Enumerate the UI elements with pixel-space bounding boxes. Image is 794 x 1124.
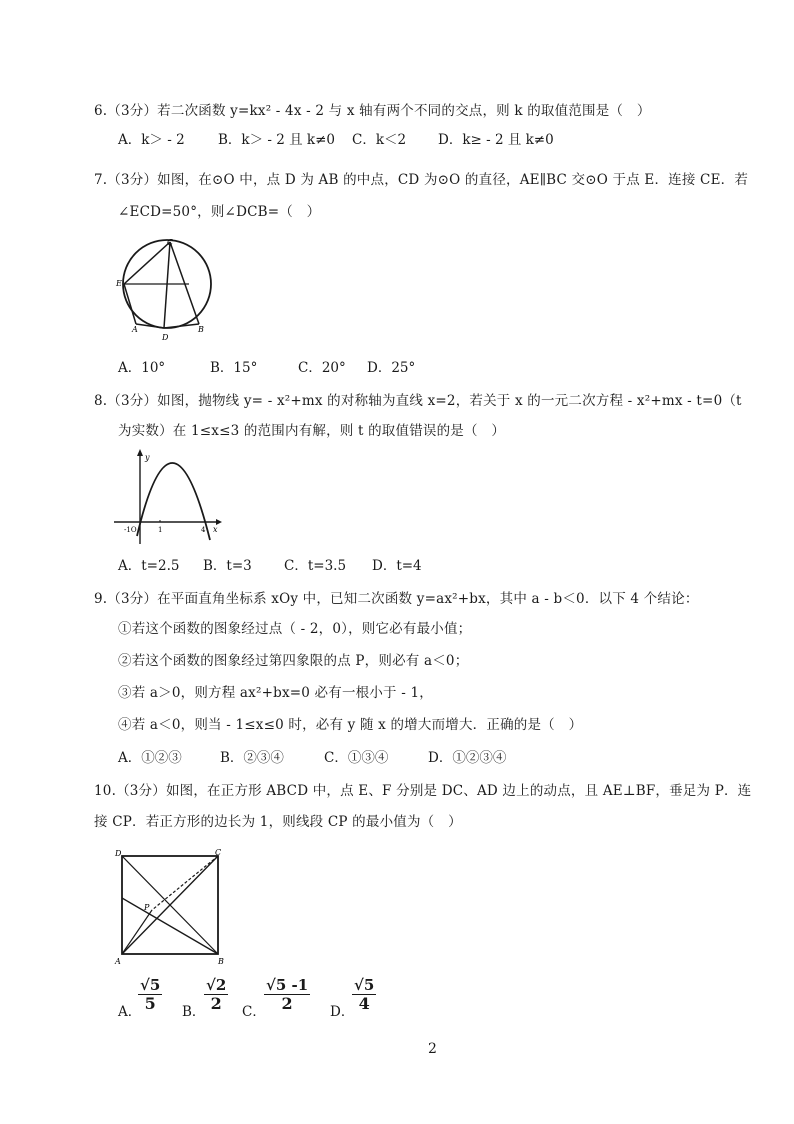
q7-chord-ec [124, 242, 170, 284]
q8-parabola-figure [112, 448, 224, 548]
q7-label-e: E [116, 279, 122, 288]
q10-option-b-fraction [204, 976, 228, 1013]
q9-option-d: D．①②③④ [428, 750, 507, 766]
q6-option-a: A．k＞ - 2 [118, 132, 185, 148]
q9-item-1: ①若这个函数的图象经过点（ - 2，0），则它必有最小值； [118, 621, 472, 637]
q10-option-b-numerator: √2 [206, 976, 227, 994]
q6-option-b: B．k＞ - 2 且 k≠0 [218, 132, 335, 148]
q8-stem-line1: 8.（3分）如图，抛物线 y= - x²+mx 的对称轴为直线 x=2，若关于 x 的一元二次方程 - x²+mx - t=0（t [94, 393, 742, 409]
q10-stem-line2: 接 CP．若正方形的边长为 1，则线段 CP 的最小值为（ ） [94, 814, 462, 830]
q10-option-c-letter: C． [242, 1004, 266, 1020]
page-number: 2 [428, 1041, 437, 1057]
q8-label-y: y [145, 453, 150, 462]
q7-label-b: B [198, 325, 204, 334]
q7-chord-ae [124, 284, 136, 324]
q8-stem-line2: 为实数）在 1≤x≤3 的范围内有解，则 t 的取值错误的是（ ） [118, 423, 506, 439]
q10-option-a-denominator: 5 [144, 994, 156, 1013]
q10-option-c-numerator: √5 -1 [266, 976, 309, 994]
q6-option-c: C．k＜2 [352, 132, 407, 148]
q8-parabola [137, 463, 210, 540]
q9-item-3: ③若 a＞0，则方程 ax²+bx=0 必有一根小于 - 1， [118, 685, 433, 701]
q8-y-arrow [137, 449, 143, 456]
q10-option-d-numerator: √5 [354, 976, 375, 994]
q7-label-a: A [132, 325, 138, 334]
q10-segment-bf [122, 898, 218, 954]
q9-option-b: B．②③④ [220, 750, 284, 766]
q8-option-c: C．t=3.5 [284, 558, 347, 574]
q10-option-a-letter: A． [118, 1004, 142, 1020]
q7-option-b: B．15° [210, 360, 258, 376]
q7-option-a: A．10° [118, 360, 166, 376]
q10-option-b-letter: B． [182, 1004, 206, 1020]
q8-label-neg1-origin: -1O [124, 526, 137, 534]
q10-square-figure [112, 846, 232, 970]
q10-stem-line1: 10.（3分）如图，在正方形 ABCD 中，点 E、F 分别是 DC、AD 边上的动点，且 AE⊥BF，垂足为 P．连 [94, 783, 752, 799]
q10-label-d: D [115, 849, 122, 858]
q10-option-c-denominator: 2 [281, 994, 293, 1013]
q8-label-x: x [213, 525, 218, 534]
q9-item-4: ④若 a＜0，则当 - 1≤x≤0 时，必有 y 随 x 的增大而增大．正确的是（ ） [118, 717, 583, 733]
q10-option-d-fraction [352, 976, 376, 1013]
q10-segment-ap [122, 910, 152, 954]
q10-label-a: A [115, 957, 121, 966]
q7-stem-line1: 7.（3分）如图，在⊙O 中，点 D 为 AB 的中点，CD 为⊙O 的直径，AE∥BC 交⊙O 于点 E．连接 CE．若 [94, 172, 749, 188]
q7-circle-figure [112, 236, 222, 346]
q6-option-d: D．k≥ - 2 且 k≠0 [438, 132, 554, 148]
q7-option-d: D．25° [367, 360, 416, 376]
q10-option-d-denominator: 4 [358, 994, 370, 1013]
q7-diameter-cd [164, 242, 170, 328]
q10-option-c-fraction [264, 976, 310, 1013]
q10-option-a-fraction [138, 976, 162, 1013]
q8-option-b: B．t=3 [203, 558, 252, 574]
q10-option-a-numerator: √5 [140, 976, 161, 994]
q10-label-p: P [144, 903, 150, 912]
q7-chord-cb [170, 242, 199, 324]
q9-stem: 9.（3分）在平面直角坐标系 xOy 中，已知二次函数 y=ax²+bx，其中 a - b＜0．以下 4 个结论： [94, 591, 699, 607]
q9-option-a: A．①②③ [118, 750, 182, 766]
q8-option-a: A．t=2.5 [118, 558, 180, 574]
q7-label-d: D [162, 333, 169, 342]
q9-item-2: ②若这个函数的图象经过第四象限的点 P，则必有 a＜0； [118, 653, 469, 669]
q8-label-1: 1 [158, 526, 163, 534]
q10-label-b: B [218, 957, 224, 966]
q10-option-d-letter: D． [330, 1004, 355, 1020]
q10-option-b-denominator: 2 [210, 994, 222, 1013]
q7-stem-line2: ∠ECD=50°，则∠DCB=（ ） [118, 204, 321, 220]
q7-label-c: C [167, 238, 174, 247]
q8-label-4: 4 [201, 526, 206, 534]
q10-label-c: C [215, 848, 222, 857]
q8-option-d: D．t=4 [372, 558, 422, 574]
q6-stem: 6.（3分）若二次函数 y=kx² - 4x - 2 与 x 轴有两个不同的交点，则 k 的取值范围是（ ） [94, 103, 651, 119]
q10-segment-cp [152, 856, 218, 910]
q9-option-c: C．①③④ [324, 750, 389, 766]
q7-option-c: C．20° [298, 360, 346, 376]
